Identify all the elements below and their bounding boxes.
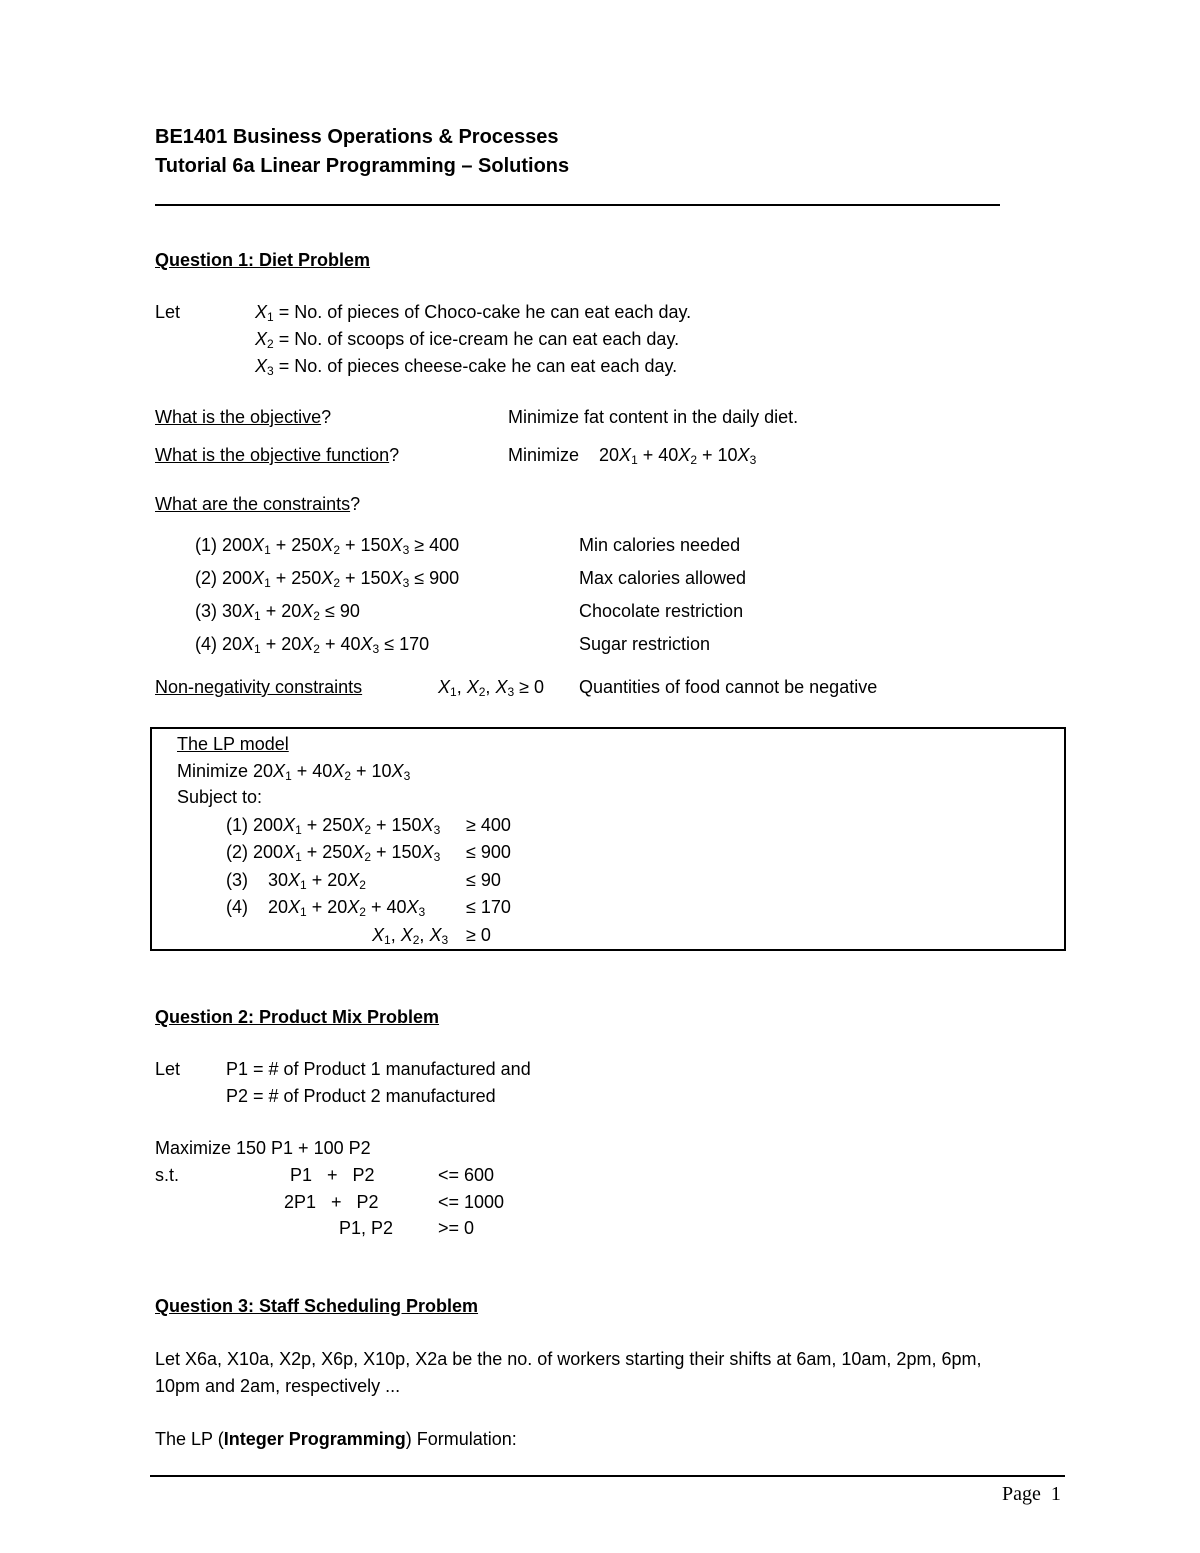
q3-formulation: The LP (Integer Programming) Formulation: — [155, 1429, 517, 1449]
lp-model-row-1-rhs: ≥ 400 — [466, 815, 511, 835]
q2-def1: P1 = # of Product 1 manufactured and — [226, 1059, 531, 1079]
q2-title: Question 2: Product Mix Problem — [155, 1007, 440, 1027]
lp-model-row-2: (2) $200X_1 + 250X_2 + 150X_3$ — [226, 842, 441, 864]
q1-constraint-3: (3) $30X_1 + 20X_2 \le 90$ — [195, 601, 360, 623]
doc-title: BE1401 Business Operations & Processes — [155, 126, 559, 148]
q3-title: Question 3: Staff Scheduling Problem — [155, 1296, 479, 1316]
q2-row-1-rhs: <= 600 — [438, 1165, 495, 1185]
lp-model-row-3: (3) $30X_1 + 20X_2$ — [226, 870, 366, 892]
q1-nonneg-question: Non-negativity constraints — [155, 677, 363, 697]
q2-row-1-lhs: P1 + P2 — [290, 1165, 375, 1185]
q1-def1: $X_1 = No$. of pieces of Choco-cake he can eat each day. — [255, 302, 692, 324]
q1-constraint-2: (2) $200X_1 + 250X_2 + 150X_3 \le 900$ — [195, 568, 460, 590]
lp-model-row-4: (4) $20X_1 + 20X_2 + 40X_3$ — [226, 897, 426, 919]
q1-objective-question: What is the objective? — [155, 407, 332, 427]
q1-objective-function-question: What is the objective function? — [155, 445, 400, 465]
footer-rule — [150, 1475, 1065, 1477]
q2-row-3-lhs: P1, P2 — [339, 1218, 394, 1238]
q1-nonneg-label: Quantities of food cannot be negative — [579, 677, 878, 697]
lp-model-row-1: (1) $200X_1 + 250X_2 + 150X_3$ — [226, 815, 441, 837]
q2-st: s.t. — [155, 1165, 180, 1185]
q2-objective: Maximize 150 P1 + 100 P2 — [155, 1138, 371, 1158]
q1-objective-function: Minimize $20X_1 + 40X_2 + 10X_3$ — [508, 445, 757, 467]
q1-constraint-4: (4) $20X_1 + 20X_2 + 40X_3 \le 170$ — [195, 634, 430, 656]
doc-subtitle: Tutorial 6a Linear Programming – Solutions — [155, 155, 570, 177]
q1-constraint-2-label: Max calories allowed — [579, 568, 747, 588]
q2-row-3-rhs: >= 0 — [438, 1218, 475, 1238]
lp-model-row-2-rhs: ≤ 900 — [466, 842, 511, 862]
lp-model-row-5: $X_1$, $X_2$, $X_3$ — [372, 925, 449, 947]
q1-constraint-1: (1) $200X_1 + 250X_2 + 150X_3 \ge 400$ — [195, 535, 460, 557]
q1-constraint-1-label: Min calories needed — [579, 535, 741, 555]
q1-nonneg-constraint: $X_1$, $X_2$, $X_3 \ge 0$ — [438, 677, 545, 699]
header-rule — [155, 204, 1000, 206]
lp-model-row-3-rhs: ≤ 90 — [466, 870, 501, 890]
q1-constraints-question: What are the constraints? — [155, 494, 361, 514]
lp-model-subject-to: Subject to: — [177, 787, 263, 807]
q2-row-2-rhs: <= 1000 — [438, 1192, 505, 1212]
q2-let: Let — [155, 1059, 181, 1079]
lp-model-row-5-rhs: ≥ 0 — [466, 925, 491, 945]
q3-text-line-2: 10pm and 2am, respectively ... — [155, 1376, 401, 1396]
q1-def3: $X_3 = No$. of pieces cheese-cake he can eat each day. — [255, 356, 678, 378]
q1-constraint-3-label: Chocolate restriction — [579, 601, 744, 621]
q1-title: Question 1: Diet Problem — [155, 250, 371, 270]
lp-model-objective: Minimize $20X_1 + 40X_2 + 10X_3$ — [177, 761, 411, 783]
lp-model-row-4-rhs: ≤ 170 — [466, 897, 511, 917]
q1-constraint-4-label: Sugar restriction — [579, 634, 711, 654]
q2-row-2-lhs: 2P1 + P2 — [284, 1192, 379, 1212]
q3-text-line-1: Let X6a, X10a, X2p, X6p, X10p, X2a be the no. of workers starting their shifts at 6am, 10am, 2pm, 6pm, — [155, 1349, 982, 1369]
lp-model-title: The LP model — [177, 734, 289, 754]
q1-objective-answer: Minimize fat content in the daily diet. — [508, 407, 799, 427]
q1-def2: $X_2 = No$. of scoops of ice-cream he can eat each day. — [255, 329, 680, 351]
page-number: Page 1 — [1002, 1483, 1061, 1505]
q2-def2: P2 = # of Product 2 manufactured — [226, 1086, 496, 1106]
q1-let: Let — [155, 302, 181, 322]
